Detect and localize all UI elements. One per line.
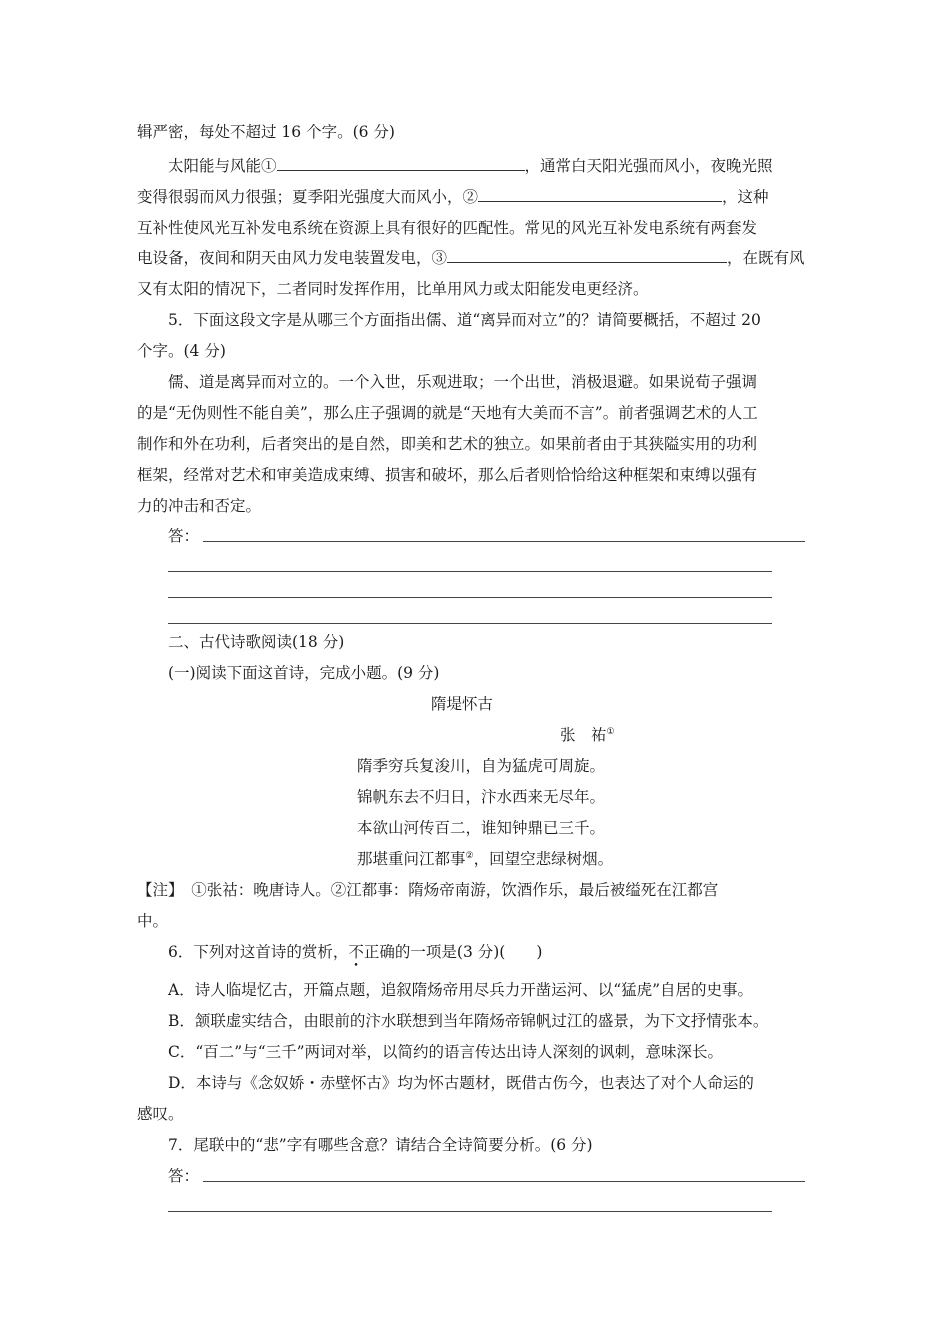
q4-passage-line: 互补性使风光互补发电系统在资源上具有很好的匹配性。常见的风光互补发电系统有两套发 <box>137 219 758 237</box>
q5-passage-line: 的是“无伪则性不能自美”，那么庄子强调的就是“天地有大美而不言”。前者强调艺术的人工 <box>137 404 758 422</box>
footnote-marker: ② <box>465 850 474 861</box>
q5-passage-line: 制作和外在功利，后者突出的是自然，即美和艺术的独立。如果前者由于其狭隘实用的功利 <box>137 435 758 453</box>
section-subtitle: (一)阅读下面这首诗，完成小题。(9 分) <box>168 664 440 682</box>
blank-3[interactable] <box>447 248 727 263</box>
q5-passage-line: 框架，经常对艺术和审美造成束缚、损害和破坏，那么后者则恰恰给这种框架和束缚以强有 <box>137 466 758 484</box>
blank-1[interactable] <box>277 156 525 171</box>
footnote-marker: ① <box>606 726 615 737</box>
q7-answer-label: 答： <box>168 1167 200 1185</box>
q5-stem: 5．下面这段文字是从哪三个方面指出儒、道“离异而对立”的？请简要概括，不超过 20 <box>168 311 761 329</box>
q6-option-d[interactable]: D．本诗与《念奴娇・赤壁怀古》均为怀古题材，既借古伤今，也表达了对个人命运的 <box>168 1074 754 1092</box>
blank-2[interactable] <box>478 187 722 202</box>
answer-line[interactable] <box>168 623 772 624</box>
q4-passage-line: 变得很弱而风力很强；夏季阳光强度大而风小，② ，这种 <box>137 188 769 206</box>
q5-answer-label: 答： <box>168 527 200 545</box>
answer-line[interactable] <box>168 571 772 572</box>
q5-passage-line: 力的冲击和否定。 <box>137 497 262 515</box>
answer-line[interactable] <box>168 597 772 598</box>
poem-line: 本欲山河传百二，谁知钟鼎已三千。 <box>357 819 606 837</box>
q6-option-d-cont: 感叹。 <box>137 1105 184 1123</box>
q4-passage-line: 太阳能与风能① ，通常白天阳光强而风小，夜晚光照 <box>168 157 773 175</box>
q4-instruction-tail: 辑严密，每处不超过 16 个字。(6 分) <box>137 123 395 141</box>
poem-note: 【注】 ①张祜：晚唐诗人。②江都事：隋炀帝南游，饮酒作乐，最后被缢死在江都宫 <box>137 881 719 899</box>
q4-passage-line: 又有太阳的情况下，二者同时发挥作用，比单用风力或太阳能发电更经济。 <box>137 280 649 298</box>
poem-line: 锦帆东去不归日，汴水西来无尽年。 <box>357 788 606 806</box>
poem-title: 隋堤怀古 <box>431 695 494 713</box>
answer-line[interactable] <box>168 1211 772 1212</box>
section-title: 二、古代诗歌阅读(18 分) <box>168 633 345 651</box>
q6-option-c[interactable]: C．“百二”与“三千”两词对举，以简约的语言传达出诗人深刻的讽刺，意味深长。 <box>168 1043 724 1061</box>
q5-passage-line: 儒、道是离异而对立的。一个入世，乐观进取；一个出世，消极退避。如果说荀子强调 <box>168 373 758 391</box>
q5-stem-cont: 个字。(4 分) <box>137 342 226 360</box>
answer-line[interactable] <box>203 1181 805 1182</box>
poem-line: 那堪重问江都事②，回望空悲绿树烟。 <box>357 850 614 868</box>
poem-line: 隋季穷兵复浚川，自为猛虎可周旋。 <box>357 757 606 775</box>
poem-note-cont: 中。 <box>137 912 169 930</box>
q6-option-a[interactable]: A．诗人临堤忆古，开篇点题，追叙隋炀帝用尽兵力开凿运河、以“猛虎”自居的史事。 <box>168 981 754 999</box>
answer-line[interactable] <box>203 541 805 542</box>
q6-option-b[interactable]: B．颔联虚实结合，由眼前的汴水联想到当年隋炀帝锦帆过江的盛景，为下文抒情张本。 <box>168 1012 769 1030</box>
emphasis-dot: 不 <box>348 943 364 961</box>
q4-passage-line: 电设备，夜间和阴天由风力发电装置发电，③ ，在既有风 <box>137 249 805 267</box>
q6-stem: 6．下列对这首诗的赏析，不正确的一项是(3 分)( ) <box>168 943 543 961</box>
poem-author: 张 祐① <box>560 726 615 744</box>
q7-stem: 7．尾联中的“悲”字有哪些含意？请结合全诗简要分析。(6 分) <box>168 1136 593 1154</box>
